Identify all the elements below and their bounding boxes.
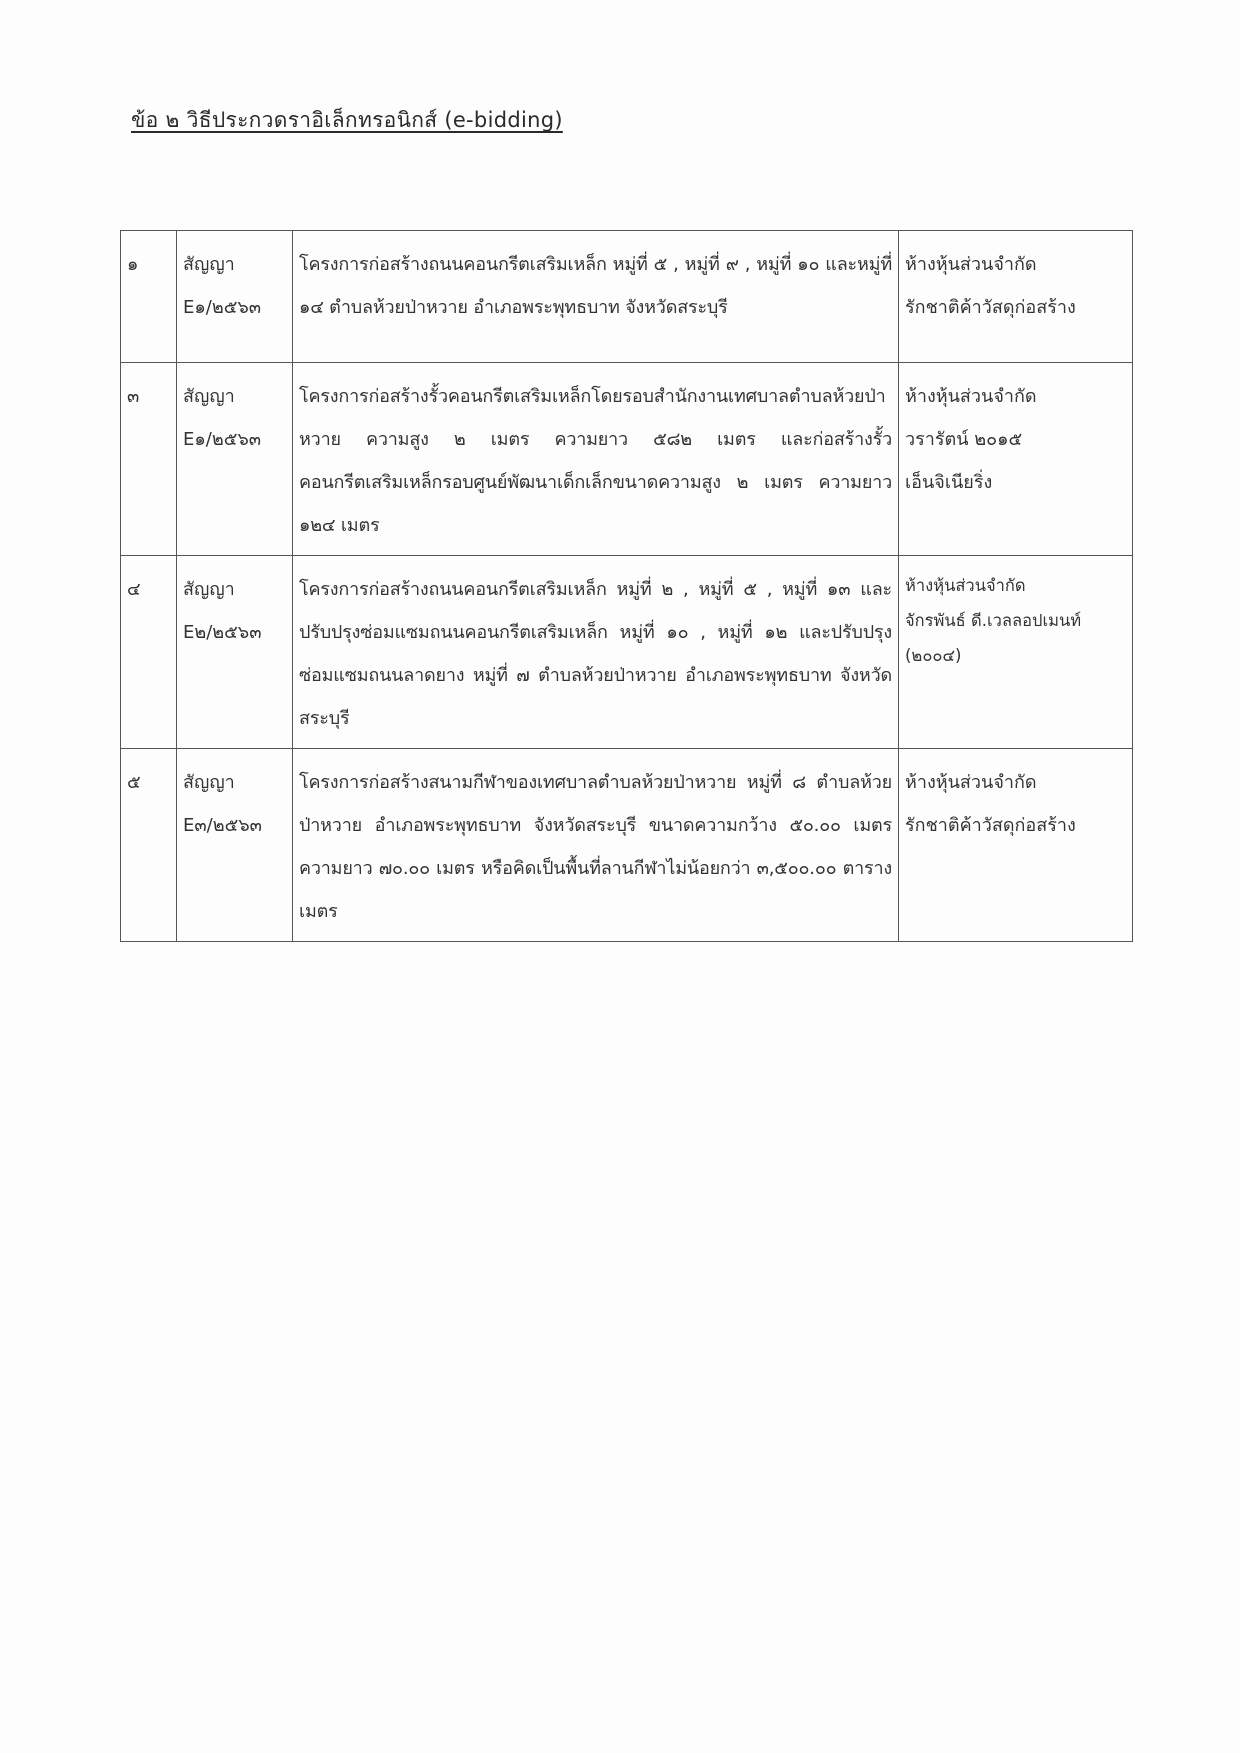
contract-number: E๑/๒๕๖๓ (183, 297, 262, 318)
section-heading: ข้อ ๒ วิธีประกวดราอิเล็กทรอนิกส์ (e-bidding) (131, 108, 563, 132)
contract-label: สัญญา (183, 579, 235, 600)
vendor-cell (899, 749, 1133, 942)
vendor-cell (899, 231, 1133, 363)
contract-cell (177, 556, 293, 749)
vendor-type: ห้างหุ้นส่วนจำกัด (905, 254, 1037, 275)
row-number: ๔ (121, 556, 177, 749)
vendor-name: วรารัตน์ ๒๐๑๕ (905, 429, 1023, 450)
table-row (121, 363, 1133, 556)
vendor-name-cont: (๒๐๐๔) (905, 646, 962, 665)
contract-label: สัญญา (183, 386, 235, 407)
contract-cell (177, 749, 293, 942)
vendor-type: ห้างหุ้นส่วนจำกัด (905, 386, 1037, 407)
project-description: โครงการก่อสร้างสนามกีฬาของเทศบาลตำบลห้วยป่าหวาย หมู่ที่ ๘ ตำบลห้วยป่าหวาย อำเภอพระพุทธบาท จังหวัดสระบุรี ขนาดความกว้าง ๕๐.๐๐ เมตร ความยาว ๗๐.๐๐ เมตร หรือคิดเป็นพื้นที่ลานกีฬาไม่น้อยกว่า ๓,๕๐๐.๐๐ ตารางเมตร (293, 749, 899, 942)
contract-label: สัญญา (183, 772, 235, 793)
row-number: ๑ (121, 231, 177, 363)
vendor-cell (899, 556, 1133, 749)
contract-number: E๑/๒๕๖๓ (183, 429, 262, 450)
contract-number: E๒/๒๕๖๓ (183, 622, 262, 643)
vendor-name: รักชาติค้าวัสดุก่อสร้าง (905, 297, 1076, 318)
table-row (121, 556, 1133, 749)
contract-cell (177, 363, 293, 556)
contracts-table (120, 230, 1133, 942)
row-number: ๓ (121, 363, 177, 556)
project-description: โครงการก่อสร้างถนนคอนกรีตเสริมเหล็ก หมู่ที่ ๕ , หมู่ที่ ๙ , หมู่ที่ ๑๐ และหมู่ที่ ๑๔ ตำบลห้วยป่าหวาย อำเภอพระพุทธบาท จังหวัดสระบุรี (293, 231, 899, 363)
vendor-type: ห้างหุ้นส่วนจำกัด (905, 772, 1037, 793)
contract-label: สัญญา (183, 254, 235, 275)
vendor-name: จักรพันธ์ ดี.เวลลอปเมนท์ (905, 611, 1082, 630)
project-description: โครงการก่อสร้างรั้วคอนกรีตเสริมเหล็กโดยรอบสำนักงานเทศบาลตำบลห้วยป่าหวาย ความสูง ๒ เมตร ความยาว ๕๘๒ เมตร และก่อสร้างรั้วคอนกรีตเสริมเหล็กรอบศูนย์พัฒนาเด็กเล็กขนาดความสูง ๒ เมตร ความยาว ๑๒๔ เมตร (293, 363, 899, 556)
vendor-name-cont: เอ็นจิเนียริ่ง (905, 472, 993, 493)
vendor-cell (899, 363, 1133, 556)
project-description: โครงการก่อสร้างถนนคอนกรีตเสริมเหล็ก หมู่ที่ ๒ , หมู่ที่ ๕ , หมู่ที่ ๑๓ และปรับปรุงซ่อมแซมถนนคอนกรีตเสริมเหล็ก หมู่ที่ ๑๐ , หมู่ที่ ๑๒ และปรับปรุงซ่อมแซมถนนลาดยาง หมู่ที่ ๗ ตำบลห้วยป่าหวาย อำเภอพระพุทธบาท จังหวัดสระบุรี (293, 556, 899, 749)
table-row (121, 231, 1133, 363)
contract-cell (177, 231, 293, 363)
vendor-type: ห้างหุ้นส่วนจำกัด (905, 576, 1026, 595)
vendor-name: รักชาติค้าวัสดุก่อสร้าง (905, 815, 1076, 836)
row-number: ๕ (121, 749, 177, 942)
contract-number: E๓/๒๕๖๓ (183, 815, 262, 836)
table-row (121, 749, 1133, 942)
